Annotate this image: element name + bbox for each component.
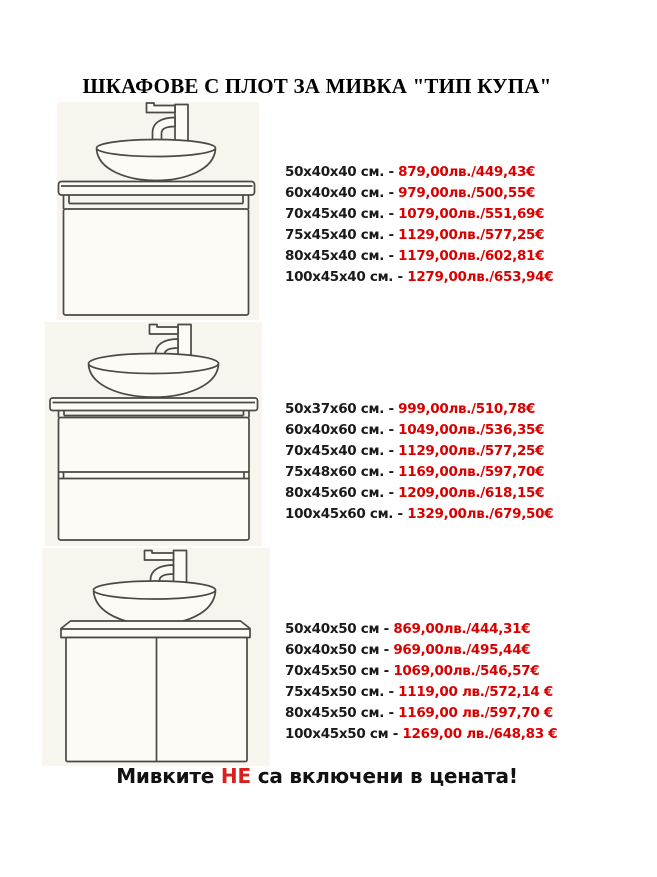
size-label: 70x45x40 см. - [285,443,399,459]
price-value: 979,00лв./500,55€ [398,185,536,201]
price-row [285,661,557,682]
size-label: 80x45x40 см. - [285,248,399,264]
price-value: 1179,00лв./602,81€ [398,248,545,264]
price-row [285,399,553,420]
size-label: 60x40x40 см. - [285,185,399,201]
price-row [285,441,553,462]
cabinet-base [66,638,247,762]
footer-note [0,763,634,789]
price-row [285,204,553,225]
countertop [50,398,258,411]
price-row [285,183,553,204]
price-value: 1279,00лв./653,94€ [407,269,554,285]
price-row [285,504,553,525]
price-value: 1169,00лв./597,70€ [398,464,545,480]
size-label: 75x45x40 см. - [285,227,399,243]
size-label: 100x45x40 см. - [285,269,408,285]
price-value: 1169,00 лв./597,70 € [398,705,554,721]
price-value: 1129,00лв./577,25€ [398,227,545,243]
price-row [285,640,557,661]
size-label: 60x40x60 см. - [285,422,399,438]
price-value: 969,00лв./495,44€ [393,642,531,658]
price-value: 1209,00лв./618,15€ [398,485,545,501]
size-label: 75x45x50 см. - [285,684,399,700]
size-label: 70x45x40 см. - [285,206,399,222]
price-row [285,682,557,703]
size-label: 100x45x50 см - [285,726,403,742]
price-value: 879,00лв./449,43€ [398,164,536,180]
vanity-drawing-two-doors [42,548,270,766]
page-title: ШКАФОВЕ С ПЛОТ ЗА МИВКА "ТИП КУПА" [82,74,552,98]
price-value: 1049,00лв./536,35€ [398,422,545,438]
price-value: 999,00лв./510,78€ [398,401,536,417]
price-value: 869,00лв./444,31€ [393,621,531,637]
price-value: 1129,00лв./577,25€ [398,443,545,459]
price-value: 1269,00 лв./648,83 € [402,726,558,742]
size-label: 50x40x50 см - [285,621,394,637]
price-row [285,267,553,288]
price-list-depth-50 [285,619,557,745]
price-row [285,420,553,441]
price-value: 1079,00лв./551,69€ [398,206,545,222]
price-row [285,483,553,504]
price-list-depth-40 [285,162,553,288]
footer-not-highlight: НЕ [220,764,251,788]
price-row [285,703,557,724]
size-label: 50x37x60 см. - [285,401,399,417]
vanity-drawing-two-drawers [45,322,262,546]
cabinet-base [59,411,250,541]
price-value: 1329,00лв./679,50€ [407,506,554,522]
size-label: 80x45x50 см. - [285,705,399,721]
footer-text-prefix: Мивките [116,764,221,788]
price-row [285,619,557,640]
price-list-depth-60 [285,399,553,525]
price-row [285,462,553,483]
size-label: 60x40x50 см - [285,642,394,658]
size-label: 75x48x60 см. - [285,464,399,480]
price-row [285,225,553,246]
size-label: 50x40x40 см. - [285,164,399,180]
price-row [285,162,553,183]
price-value: 1119,00 лв./572,14 € [398,684,554,700]
cabinet-base [64,195,249,315]
price-value: 1069,00лв./546,57€ [393,663,540,679]
footer-text-suffix: са включени в цената! [250,764,518,788]
price-row [285,724,557,745]
price-row [285,246,553,267]
size-label: 100x45x60 см. - [285,506,408,522]
vanity-drawing-single-door [57,102,259,320]
size-label: 70x45x50 см - [285,663,394,679]
countertop [61,621,250,638]
countertop [59,182,255,196]
size-label: 80x45x60 см. - [285,485,399,501]
